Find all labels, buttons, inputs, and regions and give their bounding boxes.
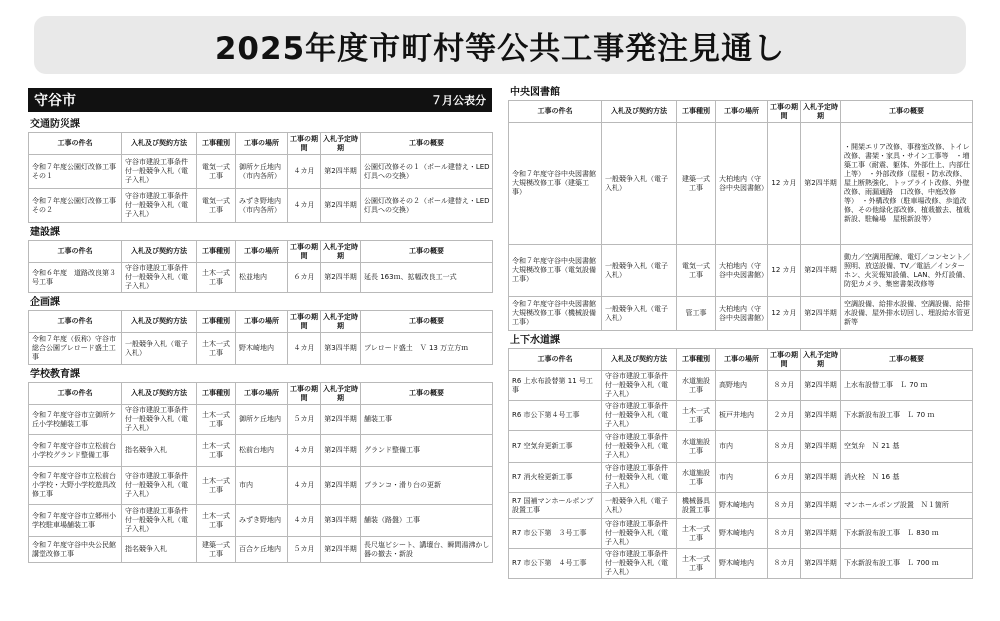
cell-name: 令和７年度守谷中央図書館大規模改修工事（機械設備工事） xyxy=(509,297,602,331)
cell-timing: 第2四半期 xyxy=(801,549,841,579)
column-header-place: 工事の場所 xyxy=(716,101,768,123)
column-header-summary: 工事の概要 xyxy=(841,349,973,371)
section-table xyxy=(28,240,493,293)
cell-method: 守谷市建設工事条件付一般競争入札（電子入札） xyxy=(602,371,677,401)
cell-type: 建築一式工事 xyxy=(677,123,716,245)
cell-type: 土木一式工事 xyxy=(677,401,716,431)
table-row xyxy=(509,519,973,549)
cell-summary: ・開架エリア改修、事務室改修、トイレ改修、書架・家具・サイン工事等 ・増築工事（耐震、躯体、外部仕上、内部仕上等） ・外部改修（屋根・防水改修、屋上断熱強化、トップライト改修、外壁改修、雨漏通路 口改修、中庭改修等） ・外構改修（駐車場改修、歩道改修、その他緑化部改修、植栽撤去、植栽新設、駐輪場 屋根新設等） xyxy=(841,123,973,245)
cell-name: 令和７年度守谷中央図書館大規模改修工事（建築工事） xyxy=(509,123,602,245)
column-header-method: 入札及び契約方法 xyxy=(602,349,677,371)
section-table xyxy=(28,382,493,563)
table-row xyxy=(29,537,493,563)
table-row xyxy=(509,463,973,493)
cell-method: 守谷市建設工事条件付一般競争入札（電子入札） xyxy=(122,155,197,189)
column-header-timing: 入札予定時期 xyxy=(321,383,361,405)
column-header-method: 入札及び契約方法 xyxy=(122,311,197,333)
cell-method: 指名競争入札 xyxy=(122,537,197,563)
cell-period: ４カ月 xyxy=(288,467,321,505)
cell-method: 一般競争入札（電子入札） xyxy=(602,297,677,331)
column-header-type: 工事種別 xyxy=(677,349,716,371)
cell-type: 水道施設工事 xyxy=(677,463,716,493)
cell-name: 令和７年度守谷中央図書館大規模改修工事（電気設備工事） xyxy=(509,245,602,297)
table-row xyxy=(29,405,493,435)
cell-timing: 第2四半期 xyxy=(801,431,841,463)
cell-period: ２カ月 xyxy=(768,401,801,431)
cell-place: みずき野地内 xyxy=(236,505,288,537)
right-column xyxy=(508,83,972,579)
table-row xyxy=(509,371,973,401)
cell-period: 12 カ月 xyxy=(768,245,801,297)
section-title: 学校教育課 xyxy=(30,369,80,380)
cell-period: ４カ月 xyxy=(288,505,321,537)
column-header-timing: 入札予定時期 xyxy=(321,241,361,263)
left-sections xyxy=(28,118,492,563)
column-header-period: 工事の期間 xyxy=(768,349,801,371)
section-table xyxy=(508,348,973,579)
cell-summary: 長尺塩ビシート、講壇台、瞬間湯沸かし器の撤去・新設 xyxy=(361,537,493,563)
table-row xyxy=(29,467,493,505)
column-header-place: 工事の場所 xyxy=(236,133,288,155)
table-row xyxy=(509,401,973,431)
column-header-period: 工事の期間 xyxy=(288,241,321,263)
cell-period: 12 カ月 xyxy=(768,297,801,331)
table-row xyxy=(29,155,493,189)
cell-name: 令和６年度 道路改良第３号工事 xyxy=(29,263,122,293)
cell-place: 市内 xyxy=(716,431,768,463)
section-title: 中央図書館 xyxy=(510,87,560,98)
cell-summary: 消火栓 Ｎ 16 基 xyxy=(841,463,973,493)
cell-summary: 下水新設布設工事 Ｌ 700 ｍ xyxy=(841,549,973,579)
cell-name: 令和７年度守谷市立松前台小学校・大野小学校遊具改修工事 xyxy=(29,467,122,505)
title-banner xyxy=(34,16,966,74)
cell-name: R6 上水布設替第 11 号工事 xyxy=(509,371,602,401)
section-table xyxy=(508,100,973,331)
cell-period: ４カ月 xyxy=(288,333,321,365)
table-header-row xyxy=(509,101,973,123)
column-header-type: 工事種別 xyxy=(677,101,716,123)
cell-timing: 第2四半期 xyxy=(801,245,841,297)
cell-method: 一般競争入札（電子入札） xyxy=(122,333,197,365)
section-table xyxy=(28,132,493,223)
cell-type: 土木一式工事 xyxy=(197,263,236,293)
column-header-summary: 工事の概要 xyxy=(361,311,493,333)
right-sections xyxy=(508,86,972,579)
city-name: 守谷市 xyxy=(34,93,76,109)
cell-timing: 第2四半期 xyxy=(801,371,841,401)
cell-name: 令和７年度守谷市立御所ケ丘小学校舗装工事 xyxy=(29,405,122,435)
cell-place: 市内 xyxy=(716,463,768,493)
cell-summary: 延長 163ｍ、拡幅改良工一式 xyxy=(361,263,493,293)
section-title: 交通防災課 xyxy=(30,119,80,130)
column-header-place: 工事の場所 xyxy=(236,311,288,333)
cell-name: R7 消火栓更新工事 xyxy=(509,463,602,493)
cell-timing: 第2四半期 xyxy=(801,401,841,431)
table-header-row xyxy=(509,349,973,371)
cell-place: 百合ケ丘地内 xyxy=(236,537,288,563)
cell-timing: 第2四半期 xyxy=(321,435,361,467)
cell-name: 令和７年度公園灯改修工事その２ xyxy=(29,189,122,223)
cell-method: 守谷市建設工事条件付一般競争入札（電子入札） xyxy=(122,505,197,537)
column-header-timing: 入札予定時期 xyxy=(801,101,841,123)
cell-period: ４カ月 xyxy=(288,155,321,189)
cell-timing: 第2四半期 xyxy=(321,189,361,223)
cell-method: 一般競争入札（電子入札） xyxy=(602,123,677,245)
cell-type: 機械器具設置工事 xyxy=(677,493,716,519)
column-header-summary: 工事の概要 xyxy=(841,101,973,123)
left-column xyxy=(28,88,492,563)
cell-period: ８カ月 xyxy=(768,549,801,579)
column-header-summary: 工事の概要 xyxy=(361,241,493,263)
cell-place: 野木崎地内 xyxy=(716,549,768,579)
column-header-summary: 工事の概要 xyxy=(361,383,493,405)
cell-place: 板戸井地内 xyxy=(716,401,768,431)
column-header-type: 工事種別 xyxy=(197,133,236,155)
column-header-period: 工事の期間 xyxy=(288,133,321,155)
cell-place: 野木崎地内 xyxy=(716,493,768,519)
column-header-type: 工事種別 xyxy=(197,241,236,263)
section-title: 企画課 xyxy=(30,297,60,308)
cell-name: R6 市公下第４号工事 xyxy=(509,401,602,431)
cell-place: 野木崎地内 xyxy=(716,519,768,549)
table-row xyxy=(29,505,493,537)
cell-summary: 公園灯改修その２（ポール建替え・LED 灯具への交換） xyxy=(361,189,493,223)
column-header-method: 入札及び契約方法 xyxy=(602,101,677,123)
cell-place: 大柏地内（守谷中央図書館） xyxy=(716,245,768,297)
cell-type: 土木一式工事 xyxy=(197,405,236,435)
cell-period: ６カ月 xyxy=(768,463,801,493)
cell-period: ８カ月 xyxy=(768,431,801,463)
cell-name: 令和７年度（仮称）守谷市総合公園ブレロード盛土工事 xyxy=(29,333,122,365)
column-header-period: 工事の期間 xyxy=(288,311,321,333)
cell-period: ８カ月 xyxy=(768,519,801,549)
column-header-name: 工事の件名 xyxy=(509,349,602,371)
table-row xyxy=(509,245,973,297)
table-header-row xyxy=(29,241,493,263)
cell-place: 御所ケ丘地内（市内各所） xyxy=(236,155,288,189)
table-row xyxy=(29,263,493,293)
cell-method: 守谷市建設工事条件付一般競争入札（電子入札） xyxy=(122,467,197,505)
section-table xyxy=(28,310,493,365)
cell-method: 守谷市建設工事条件付一般競争入札（電子入札） xyxy=(122,405,197,435)
table-header-row xyxy=(29,383,493,405)
cell-method: 守谷市建設工事条件付一般競争入札（電子入札） xyxy=(602,431,677,463)
section-title: 上下水道課 xyxy=(510,335,560,346)
cell-timing: 第2四半期 xyxy=(801,493,841,519)
cell-method: 守谷市建設工事条件付一般競争入札（電子入札） xyxy=(122,263,197,293)
table-row xyxy=(509,297,973,331)
cell-type: 電気一式工事 xyxy=(677,245,716,297)
cell-timing: 第2四半期 xyxy=(321,155,361,189)
cell-summary: マンホールポンプ設置 Ｎ１箇所 xyxy=(841,493,973,519)
cell-name: 令和７年度守谷市立松前台小学校グランド整備工事 xyxy=(29,435,122,467)
cell-summary: 空気弁 Ｎ 21 基 xyxy=(841,431,973,463)
cell-timing: 第3四半期 xyxy=(321,333,361,365)
cell-period: ６カ月 xyxy=(288,263,321,293)
column-header-period: 工事の期間 xyxy=(288,383,321,405)
cell-summary: グランド整備工事 xyxy=(361,435,493,467)
cell-method: 一般競争入札（電子入札） xyxy=(602,245,677,297)
cell-name: 令和７年度公園灯改修工事その１ xyxy=(29,155,122,189)
cell-name: R7 空気弁更新工事 xyxy=(509,431,602,463)
cell-timing: 第2四半期 xyxy=(321,405,361,435)
column-header-type: 工事種別 xyxy=(197,383,236,405)
table-row xyxy=(509,431,973,463)
cell-place: 御所ケ丘地内 xyxy=(236,405,288,435)
cell-place: 松並地内 xyxy=(236,263,288,293)
cell-method: 守谷市建設工事条件付一般競争入札（電子入札） xyxy=(602,519,677,549)
column-header-summary: 工事の概要 xyxy=(361,133,493,155)
cell-type: 土木一式工事 xyxy=(197,505,236,537)
section-title: 建設課 xyxy=(30,227,60,238)
cell-method: 守谷市建設工事条件付一般競争入札（電子入札） xyxy=(602,401,677,431)
cell-summary: 公園灯改修その１（ポール建替え・LED 灯具への交換） xyxy=(361,155,493,189)
cell-type: 土木一式工事 xyxy=(197,333,236,365)
cell-method: 指名競争入札 xyxy=(122,435,197,467)
column-header-method: 入札及び契約方法 xyxy=(122,241,197,263)
cell-period: ８カ月 xyxy=(768,493,801,519)
column-header-name: 工事の件名 xyxy=(29,133,122,155)
cell-timing: 第2四半期 xyxy=(321,537,361,563)
cell-name: R7 市公下第 ３号工事 xyxy=(509,519,602,549)
cell-type: 土木一式工事 xyxy=(677,549,716,579)
column-header-timing: 入札予定時期 xyxy=(321,311,361,333)
cell-period: ８カ月 xyxy=(768,371,801,401)
cell-method: 守谷市建設工事条件付一般競争入札（電子入札） xyxy=(122,189,197,223)
column-header-method: 入札及び契約方法 xyxy=(122,133,197,155)
cell-method: 守谷市建設工事条件付一般競争入札（電子入札） xyxy=(602,549,677,579)
cell-summary: 下水新設布設工事 Ｌ 830 ｍ xyxy=(841,519,973,549)
cell-name: 令和７年度守谷市立郷州小学校駐車場舗装工事 xyxy=(29,505,122,537)
cell-name: 令和７年度守谷中央公民館講堂改修工事 xyxy=(29,537,122,563)
cell-timing: 第2四半期 xyxy=(801,123,841,245)
column-header-name: 工事の件名 xyxy=(509,101,602,123)
cell-summary: 下水新設布設工事 Ｌ 70 ｍ xyxy=(841,401,973,431)
table-row xyxy=(509,493,973,519)
column-header-place: 工事の場所 xyxy=(236,383,288,405)
cell-timing: 第2四半期 xyxy=(801,463,841,493)
cell-type: 電気一式工事 xyxy=(197,155,236,189)
cell-timing: 第2四半期 xyxy=(321,263,361,293)
cell-place: みずき野地内（市内各所） xyxy=(236,189,288,223)
cell-type: 管工事 xyxy=(677,297,716,331)
cell-timing: 第3四半期 xyxy=(321,505,361,537)
column-header-name: 工事の件名 xyxy=(29,311,122,333)
cell-type: 水道施設工事 xyxy=(677,371,716,401)
cell-summary: ブランコ・滑り台の更新 xyxy=(361,467,493,505)
cell-timing: 第2四半期 xyxy=(801,297,841,331)
column-header-timing: 入札予定時期 xyxy=(321,133,361,155)
column-header-type: 工事種別 xyxy=(197,311,236,333)
table-row xyxy=(29,435,493,467)
cell-place: 市内 xyxy=(236,467,288,505)
table-row xyxy=(509,123,973,245)
cell-period: ４カ月 xyxy=(288,435,321,467)
column-header-place: 工事の場所 xyxy=(236,241,288,263)
table-row xyxy=(509,549,973,579)
cell-timing: 第2四半期 xyxy=(321,467,361,505)
cell-name: R7 市公下第 ４号工事 xyxy=(509,549,602,579)
publication-note: ７月公表分 xyxy=(431,94,486,107)
city-header xyxy=(28,88,492,112)
cell-name: R7 国補マンホールポンプ設置工事 xyxy=(509,493,602,519)
cell-summary: ブレロード盛土 Ｖ 13 万立方ｍ xyxy=(361,333,493,365)
page-title: 2025年度市町村等公共工事発注見通し xyxy=(214,30,786,67)
cell-type: 電気一式工事 xyxy=(197,189,236,223)
column-header-timing: 入札予定時期 xyxy=(801,349,841,371)
cell-period: ５カ月 xyxy=(288,537,321,563)
cell-place: 高野地内 xyxy=(716,371,768,401)
column-header-name: 工事の件名 xyxy=(29,241,122,263)
cell-place: 野木崎地内 xyxy=(236,333,288,365)
cell-period: ５カ月 xyxy=(288,405,321,435)
cell-type: 土木一式工事 xyxy=(197,467,236,505)
cell-type: 土木一式工事 xyxy=(197,435,236,467)
cell-type: 水道施設工事 xyxy=(677,431,716,463)
column-header-method: 入札及び契約方法 xyxy=(122,383,197,405)
cell-method: 守谷市建設工事条件付一般競争入札（電子入札） xyxy=(602,463,677,493)
cell-summary: 上水布設替工事 Ｌ 70 ｍ xyxy=(841,371,973,401)
cell-place: 大柏地内（守谷中央図書館） xyxy=(716,123,768,245)
cell-type: 土木一式工事 xyxy=(677,519,716,549)
cell-period: 12 カ月 xyxy=(768,123,801,245)
cell-timing: 第2四半期 xyxy=(801,519,841,549)
cell-method: 一般競争入札（電子入札） xyxy=(602,493,677,519)
column-header-place: 工事の場所 xyxy=(716,349,768,371)
cell-summary: 空調設備、給排水設備、空調設備、給排水設備、屋外排水切回し、埋設給水管更新等 xyxy=(841,297,973,331)
column-header-name: 工事の件名 xyxy=(29,383,122,405)
column-header-period: 工事の期間 xyxy=(768,101,801,123)
table-header-row xyxy=(29,133,493,155)
table-row xyxy=(29,189,493,223)
cell-summary: 舗装工事 xyxy=(361,405,493,435)
cell-summary: 動力／空調用配線、電灯／コンセント／照明、放送設備、TV／電話／インターホン、火災報知設備、LAN、外灯設備、防犯カメラ、集密書架改修等 xyxy=(841,245,973,297)
cell-summary: 舗装（路盤）工事 xyxy=(361,505,493,537)
cell-period: ４カ月 xyxy=(288,189,321,223)
table-header-row xyxy=(29,311,493,333)
cell-place: 松前台地内 xyxy=(236,435,288,467)
cell-type: 建築一式工事 xyxy=(197,537,236,563)
cell-place: 大柏地内（守谷中央図書館） xyxy=(716,297,768,331)
table-row xyxy=(29,333,493,365)
